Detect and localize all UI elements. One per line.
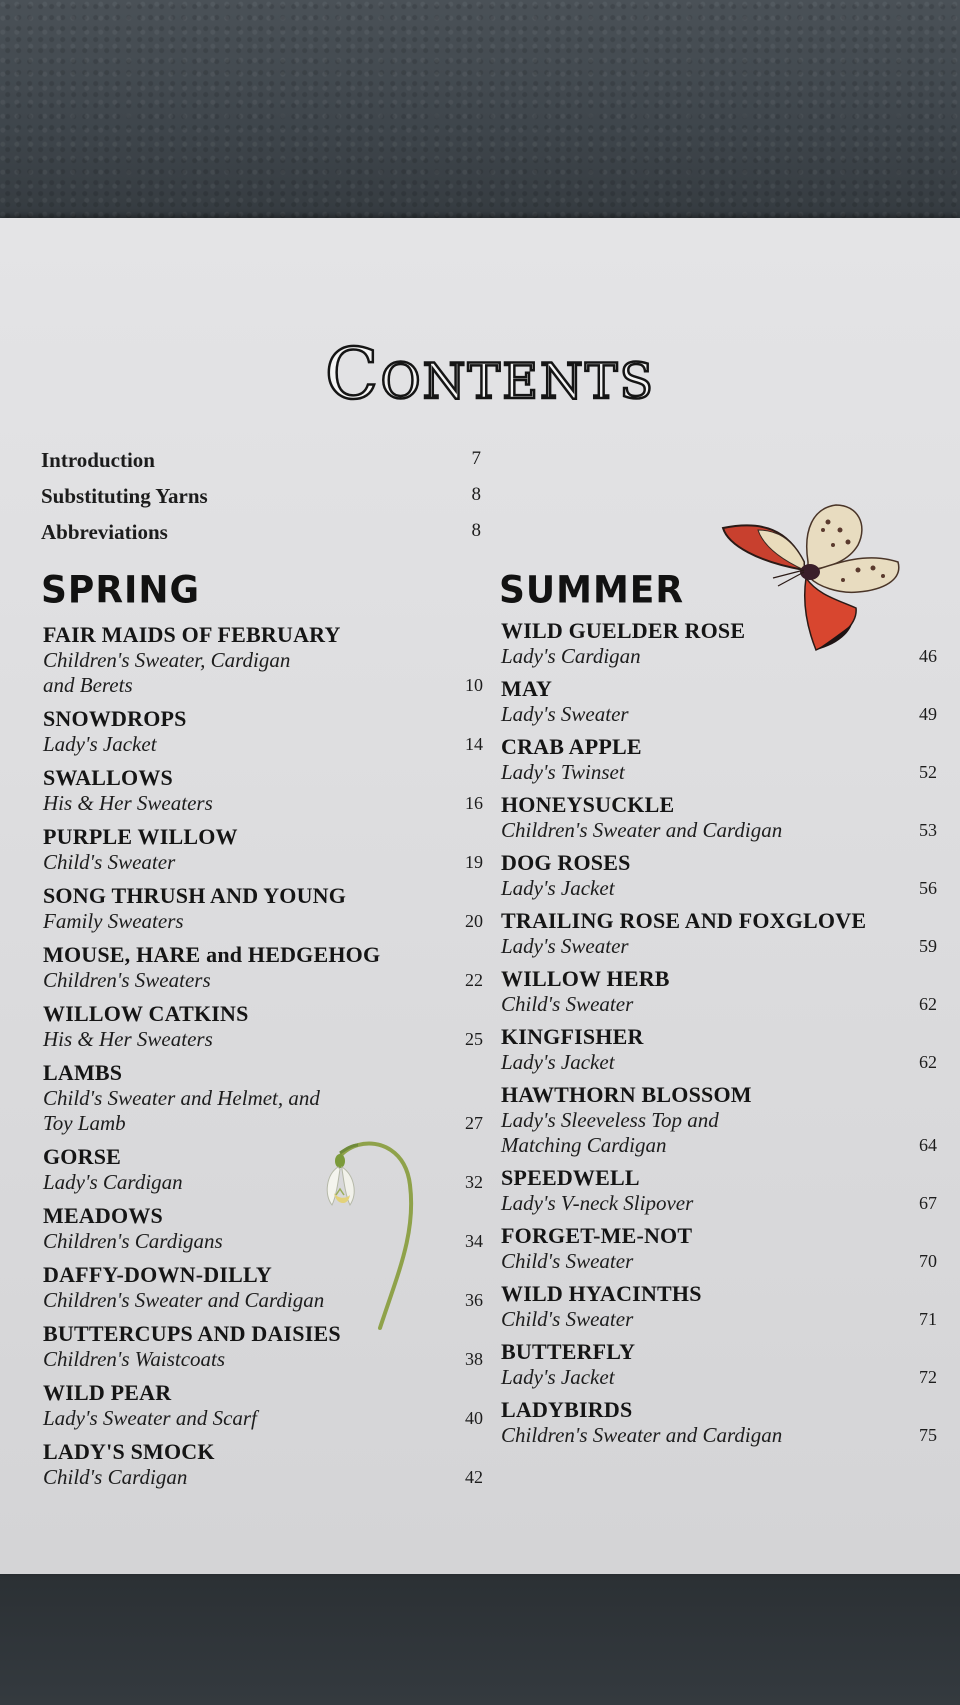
entry-page-number: 71 (919, 1309, 937, 1329)
toc-entry-wild-pear[interactable] (43, 1380, 483, 1431)
entry-title: BUTTERCUPS AND DAISIES (43, 1321, 341, 1346)
table-surface-top (0, 0, 960, 220)
entry-description: Child's Sweater (501, 992, 634, 1016)
front-item-page: 7 (471, 448, 481, 469)
spring-entries (43, 622, 483, 1498)
entry-title: SPEEDWELL (501, 1165, 640, 1190)
entry-title: LAMBS (43, 1060, 123, 1085)
toc-entry-hawthorn-blossom[interactable] (501, 1082, 937, 1158)
entry-page-number: 36 (465, 1290, 483, 1310)
table-surface-bottom (0, 1572, 960, 1705)
entry-title: SONG THRUSH AND YOUNG (43, 883, 347, 908)
toc-entry-dog-roses[interactable] (501, 850, 937, 901)
section-heading-spring: SPRING (41, 568, 201, 613)
entry-page-number: 72 (919, 1367, 937, 1387)
entry-description: Lady's Twinset (501, 760, 625, 784)
entry-page-number: 14 (465, 734, 483, 754)
entry-page-number: 22 (465, 970, 483, 990)
section-heading-summer: SUMMER (499, 568, 685, 613)
entry-page-number: 49 (919, 704, 937, 724)
toc-entry-kingfisher[interactable] (501, 1024, 937, 1075)
entry-title: MOUSE, HARE and HEDGEHOG (43, 942, 381, 967)
entry-title: HAWTHORN BLOSSOM (501, 1082, 752, 1107)
toc-entry-speedwell[interactable] (501, 1165, 937, 1216)
entry-page-number: 25 (465, 1029, 483, 1049)
entry-description: Lady's Sweater and Scarf (43, 1406, 257, 1430)
entry-description: Children's Sweater and Cardigan (43, 1288, 325, 1312)
front-item-introduction[interactable] (41, 448, 481, 484)
entry-page-number: 59 (919, 936, 937, 956)
summer-entries (501, 618, 937, 1455)
entry-description-continued: Matching Cardigan (501, 1133, 667, 1157)
front-item-page: 8 (471, 520, 481, 541)
front-item-label: Introduction (41, 448, 155, 472)
toc-entry-fair-maids-of-february[interactable] (43, 622, 483, 698)
toc-entry-purple-willow[interactable] (43, 824, 483, 875)
entry-page-number: 19 (465, 852, 483, 872)
entry-title: CRAB APPLE (501, 734, 642, 759)
book-page (0, 218, 960, 1574)
entry-page-number: 53 (919, 820, 937, 840)
entry-page-number: 34 (465, 1231, 483, 1251)
front-item-abbreviations[interactable] (41, 520, 481, 556)
entry-page-number: 46 (919, 646, 937, 666)
entry-page-number: 32 (465, 1172, 483, 1192)
entry-title: WILD GUELDER ROSE (501, 618, 746, 643)
entry-page-number: 67 (919, 1193, 937, 1213)
entry-page-number: 62 (919, 994, 937, 1014)
toc-entry-mouse-hare-and-hedgehog[interactable] (43, 942, 483, 993)
entry-page-number: 10 (465, 675, 483, 695)
entry-description: Children's Sweater, Cardigan (43, 648, 291, 672)
entry-title: SNOWDROPS (43, 706, 187, 731)
entry-description: Family Sweaters (43, 909, 184, 933)
entry-description: Children's Cardigans (43, 1229, 223, 1253)
front-item-page: 8 (471, 484, 481, 505)
entry-title: SWALLOWS (43, 765, 173, 790)
toc-entry-swallows[interactable] (43, 765, 483, 816)
page-title: Contents (324, 333, 656, 415)
toc-entry-honeysuckle[interactable] (501, 792, 937, 843)
front-matter-list (41, 448, 481, 556)
entry-title: DOG ROSES (501, 850, 631, 875)
entry-title: WILLOW HERB (501, 966, 670, 991)
front-item-label: Substituting Yarns (41, 484, 208, 508)
entry-description: Child's Cardigan (43, 1465, 188, 1489)
entry-description: Child's Sweater (43, 850, 176, 874)
entry-title: WILD HYACINTHS (501, 1281, 702, 1306)
toc-entry-willow-herb[interactable] (501, 966, 937, 1017)
entry-description: Children's Sweater and Cardigan (501, 1423, 783, 1447)
entry-description-continued: Toy Lamb (43, 1111, 126, 1135)
toc-entry-willow-catkins[interactable] (43, 1001, 483, 1052)
entry-title: PURPLE WILLOW (43, 824, 238, 849)
entry-title: MEADOWS (43, 1203, 163, 1228)
toc-entry-forget-me-not[interactable] (501, 1223, 937, 1274)
entry-page-number: 56 (919, 878, 937, 898)
entry-page-number: 75 (919, 1425, 937, 1445)
entry-title: LADYBIRDS (501, 1397, 633, 1422)
entry-page-number: 52 (919, 762, 937, 782)
entry-page-number: 42 (465, 1467, 483, 1487)
entry-description-continued: and Berets (43, 673, 133, 697)
entry-title: FORGET-ME-NOT (501, 1223, 693, 1248)
entry-page-number: 27 (465, 1113, 483, 1133)
entry-description: Children's Sweaters (43, 968, 211, 992)
toc-entry-may[interactable] (501, 676, 937, 727)
toc-entry-crab-apple[interactable] (501, 734, 937, 785)
entry-page-number: 16 (465, 793, 483, 813)
entry-page-number: 20 (465, 911, 483, 931)
entry-title: BUTTERFLY (501, 1339, 636, 1364)
entry-description: Lady's Jacket (501, 1050, 615, 1074)
entry-description: Children's Sweater and Cardigan (501, 818, 783, 842)
front-item-label: Abbreviations (41, 520, 168, 544)
entry-title: WILD PEAR (43, 1380, 172, 1405)
entry-description: Lady's Jacket (501, 1365, 615, 1389)
front-item-substituting-yarns[interactable] (41, 484, 481, 520)
entry-page-number: 38 (465, 1349, 483, 1369)
entry-description: Lady's Cardigan (501, 644, 641, 668)
entry-title: TRAILING ROSE AND FOXGLOVE (501, 908, 867, 933)
entry-title: DAFFY-DOWN-DILLY (43, 1262, 272, 1287)
entry-description: Children's Waistcoats (43, 1347, 226, 1371)
entry-title: KINGFISHER (501, 1024, 644, 1049)
toc-entry-ladybirds[interactable] (501, 1397, 937, 1448)
entry-page-number: 62 (919, 1052, 937, 1072)
toc-entry-trailing-rose-and-foxglove[interactable] (501, 908, 937, 959)
entry-page-number: 70 (919, 1251, 937, 1271)
entry-title: LADY'S SMOCK (43, 1439, 215, 1464)
snowdrop-illustration (318, 1123, 428, 1333)
entry-description: Lady's Jacket (43, 732, 157, 756)
toc-entry-wild-hyacinths[interactable] (501, 1281, 937, 1332)
toc-entry-song-thrush-and-young[interactable] (43, 883, 483, 934)
entry-page-number: 64 (919, 1135, 937, 1155)
entry-title: HONEYSUCKLE (501, 792, 675, 817)
entry-description: Child's Sweater (501, 1307, 634, 1331)
entry-title: GORSE (43, 1144, 122, 1169)
toc-entry-lady-s-smock[interactable] (43, 1439, 483, 1490)
entry-page-number: 40 (465, 1408, 483, 1428)
entry-title: FAIR MAIDS OF FEBRUARY (43, 622, 341, 647)
toc-entry-butterfly[interactable] (501, 1339, 937, 1390)
toc-entry-snowdrops[interactable] (43, 706, 483, 757)
entry-description: Lady's Cardigan (43, 1170, 183, 1194)
butterfly-illustration (718, 500, 908, 660)
entry-description: Lady's Sleeveless Top and (501, 1108, 719, 1132)
entry-title: WILLOW CATKINS (43, 1001, 249, 1026)
entry-description: Child's Sweater and Helmet, and (43, 1086, 320, 1110)
entry-description: Child's Sweater (501, 1249, 634, 1273)
entry-description: Lady's Sweater (501, 934, 629, 958)
entry-description: Lady's Jacket (501, 876, 615, 900)
entry-description: His & Her Sweaters (43, 1027, 213, 1051)
entry-description: Lady's Sweater (501, 702, 629, 726)
entry-description: His & Her Sweaters (43, 791, 213, 815)
entry-title: MAY (501, 676, 553, 701)
entry-description: Lady's V-neck Slipover (501, 1191, 694, 1215)
